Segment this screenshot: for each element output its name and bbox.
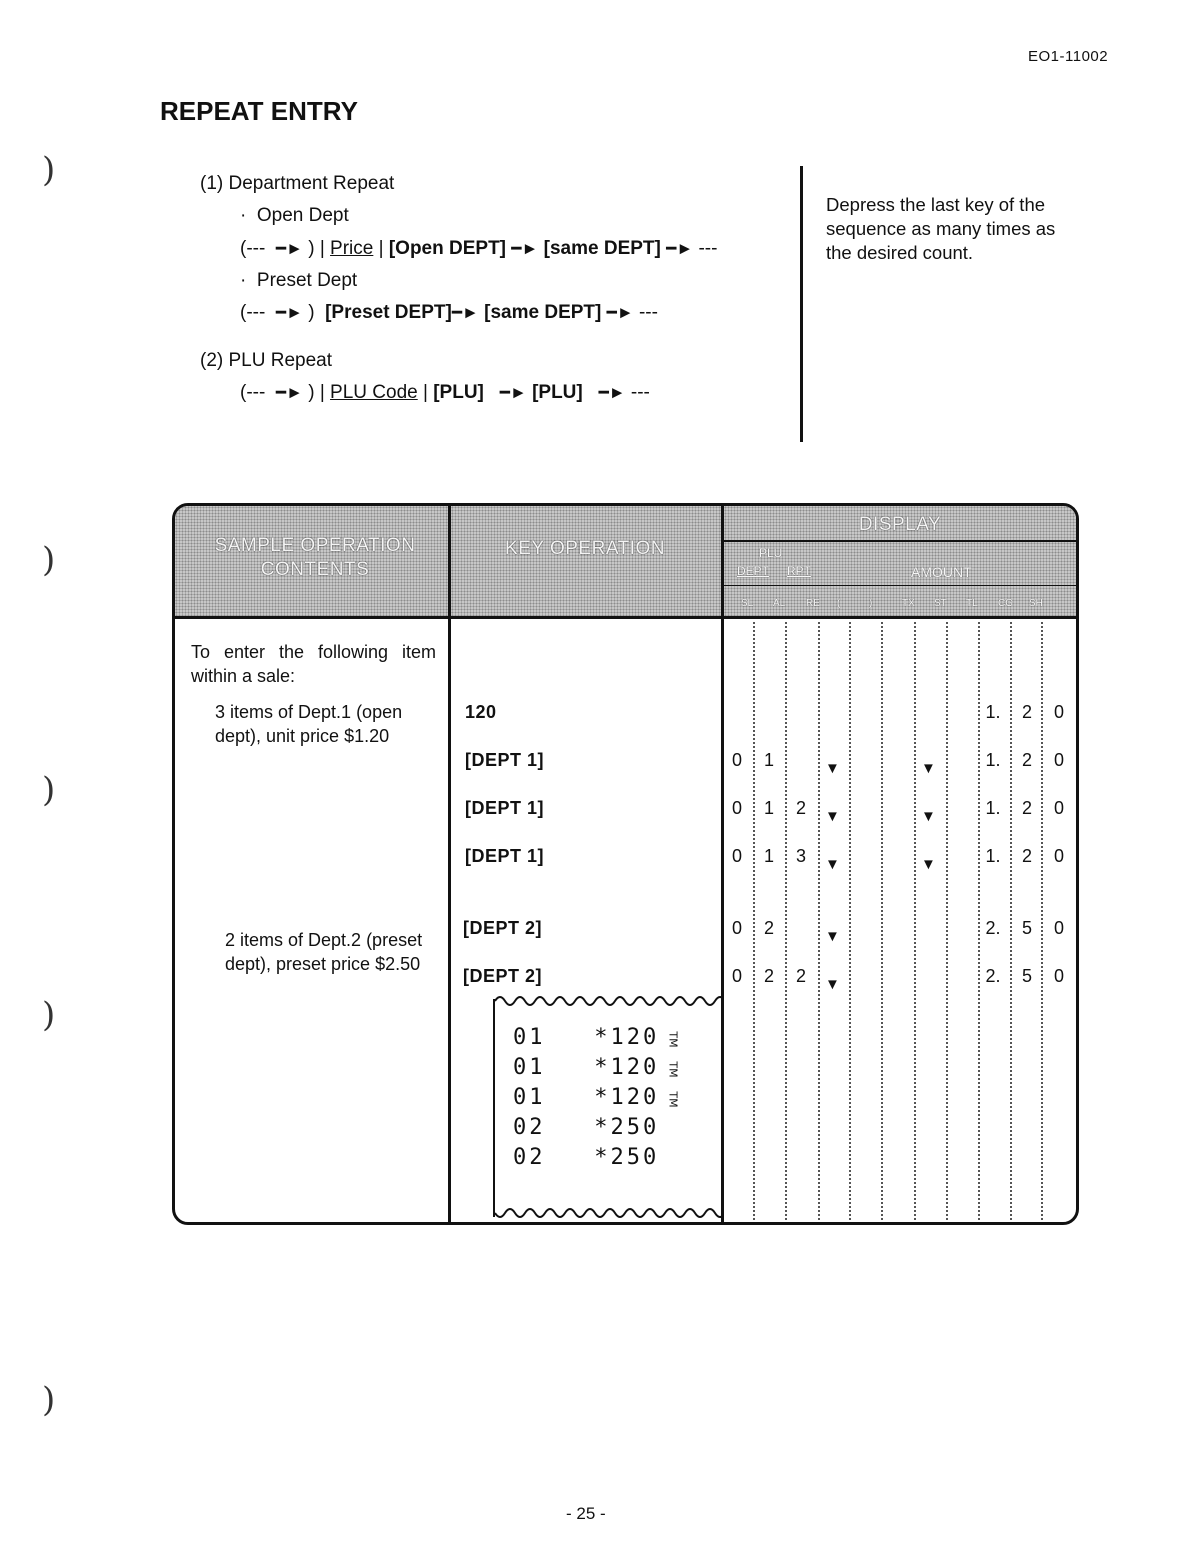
display-column-guide <box>785 622 787 1220</box>
display-digit: 0 <box>731 750 742 770</box>
display-amount-digit: 0 <box>1053 918 1064 938</box>
key-operation: [DEPT 2] <box>463 966 543 986</box>
sample-operation-table <box>172 503 1079 1225</box>
key-operation: [DEPT 1] <box>465 846 545 866</box>
arrow-icon: ━► <box>451 303 479 322</box>
indicator-label: SL <box>741 598 754 609</box>
arrow-icon: ━► <box>666 239 694 258</box>
receipt-dept: 02 <box>513 1145 546 1170</box>
display-amount-digit: 0 <box>1053 750 1064 770</box>
preset-dept-sequence: (--- ━► ) [Preset DEPT]━► [same DEPT] ━► --- <box>240 302 658 323</box>
receipt-printout <box>493 999 721 1217</box>
indicator-label: ) <box>869 598 873 609</box>
display-digit: 0 <box>731 798 742 818</box>
indicator-triangle-icon: ▼ <box>825 760 840 777</box>
key-operation: [DEPT 1] <box>465 750 545 770</box>
display-column-guide <box>849 622 851 1220</box>
indicator-triangle-icon: ▼ <box>825 928 840 945</box>
receipt-amount: *250 <box>594 1145 660 1170</box>
key-operation: 120 <box>465 702 497 722</box>
receipt-line <box>513 1085 659 1110</box>
receipt-line <box>513 1145 659 1170</box>
display-column-guide <box>946 622 948 1220</box>
receipt-tm-mark: TM <box>666 1061 680 1078</box>
display-amount-digit: 2 <box>1021 846 1032 866</box>
arrow-icon: ━► <box>275 303 303 322</box>
column-divider <box>448 506 451 1222</box>
description-dept2: 2 items of Dept.2 (preset dept), preset price $2.50 <box>225 930 423 974</box>
open-dept-label: · Open Dept <box>240 205 349 226</box>
display-digit: 1 <box>763 750 774 770</box>
amount-label: AMOUNT <box>911 564 972 580</box>
receipt-dept: 01 <box>513 1025 546 1050</box>
display-digit: 2 <box>763 966 774 986</box>
column-divider <box>721 506 724 1222</box>
dept-label: DEPT <box>737 564 770 578</box>
receipt-tm-mark: TM <box>666 1031 680 1048</box>
indicator-label: TX <box>902 598 915 609</box>
receipt-amount: *250 <box>594 1115 660 1140</box>
display-column-guide <box>818 622 820 1220</box>
receipt-amount: *120 <box>594 1025 660 1050</box>
document-id: EO1-11002 <box>1028 48 1109 65</box>
receipt-tm-mark: TM <box>666 1091 680 1108</box>
key-operation: [DEPT 1] <box>465 798 545 818</box>
binder-hole-mark: ) <box>42 540 56 580</box>
display-digit: 0 <box>731 918 742 938</box>
display-amount-digit: 2 <box>1021 702 1032 722</box>
binder-hole-mark: ) <box>42 150 56 190</box>
display-amount-digit: 5 <box>1021 918 1032 938</box>
display-amount-digit: 2. <box>985 966 1001 986</box>
arrow-icon: ━► <box>275 383 303 402</box>
display-digit: 3 <box>795 846 806 866</box>
receipt-amount: *120 <box>594 1055 660 1080</box>
display-digit: 2 <box>763 918 774 938</box>
open-dept-sequence: (--- ━► ) | Price | [Open DEPT] ━► [same DEPT] ━► --- <box>240 238 718 259</box>
description-dept1: 3 items of Dept.1 (open dept), unit price $1.20 <box>215 702 403 746</box>
receipt-line <box>513 1115 659 1140</box>
arrow-icon: ━► <box>511 239 539 258</box>
receipt-dept: 01 <box>513 1055 546 1080</box>
binder-hole-mark: ) <box>42 1380 56 1420</box>
dept-repeat-heading: (1) Department Repeat <box>200 173 395 194</box>
arrow-icon: ━► <box>598 383 626 402</box>
description-intro: To enter the following item within a sale: <box>191 642 436 686</box>
display-digit: 1 <box>763 798 774 818</box>
preset-dept-label: · Preset Dept <box>240 270 358 291</box>
indicator-triangle-icon: ▼ <box>825 808 840 825</box>
arrow-icon: ━► <box>499 383 527 402</box>
display-amount-digit: 0 <box>1053 966 1064 986</box>
display-column-guide <box>881 622 883 1220</box>
display-amount-digit: 2 <box>1021 798 1032 818</box>
display-amount-digit: 2 <box>1021 750 1032 770</box>
receipt-line <box>513 1025 659 1050</box>
indicator-label: SH <box>1029 598 1043 609</box>
page-title: REPEAT ENTRY <box>160 96 358 126</box>
display-column-guide <box>1041 622 1043 1220</box>
indicator-triangle-icon: ▼ <box>825 976 840 993</box>
receipt-dept: 02 <box>513 1115 546 1140</box>
indicator-label: ( <box>837 598 841 609</box>
display-amount-digit: 0 <box>1053 702 1064 722</box>
binder-hole-mark: ) <box>42 770 56 810</box>
plu-repeat-heading: (2) PLU Repeat <box>200 350 333 371</box>
receipt-torn-edge <box>495 1207 721 1221</box>
col-key-header: KEY OPERATION <box>505 538 665 559</box>
indicator-triangle-icon: ▼ <box>921 856 936 873</box>
indicator-triangle-icon: ▼ <box>921 808 936 825</box>
display-digit: 1 <box>763 846 774 866</box>
display-column-guide <box>753 622 755 1220</box>
receipt-line <box>513 1055 659 1080</box>
rpt-label: RPT <box>787 564 811 578</box>
display-amount-digit: 1. <box>985 846 1001 866</box>
receipt-dept: 01 <box>513 1085 546 1110</box>
receipt-amount: *120 <box>594 1085 660 1110</box>
display-digit: 2 <box>795 798 806 818</box>
display-column-guide <box>978 622 980 1220</box>
page-number: - 25 - <box>566 1504 606 1523</box>
display-amount-digit: 1. <box>985 702 1001 722</box>
display-digit: 2 <box>795 966 806 986</box>
display-amount-digit: 2. <box>985 918 1001 938</box>
display-column-guide <box>1010 622 1012 1220</box>
display-amount-digit: 0 <box>1053 846 1064 866</box>
col-sample-header: SAMPLE OPERATION CONTENTS <box>214 535 416 580</box>
indicator-label: RE <box>806 598 820 609</box>
repeat-note: Depress the last key of the sequence as many times as the desired count. <box>826 194 1056 263</box>
indicator-triangle-icon: ▼ <box>825 856 840 873</box>
display-amount-digit: 5 <box>1021 966 1032 986</box>
plu-label: PLU <box>759 546 783 560</box>
indicator-label: AL <box>773 598 786 609</box>
display-digit: 0 <box>731 966 742 986</box>
indicator-label: ST <box>934 598 947 609</box>
section-divider <box>800 166 803 442</box>
receipt-torn-edge <box>495 993 721 1007</box>
indicator-label: TL <box>966 598 978 609</box>
plu-sequence: (--- ━► ) | PLU Code | [PLU] ━► [PLU] ━► --- <box>240 382 650 403</box>
indicator-triangle-icon: ▼ <box>921 760 936 777</box>
display-amount-digit: 1. <box>985 798 1001 818</box>
key-operation: [DEPT 2] <box>463 918 543 938</box>
display-amount-digit: 1. <box>985 750 1001 770</box>
col-display-header: DISPLAY <box>858 514 942 535</box>
indicator-label: CG <box>998 598 1013 609</box>
arrow-icon: ━► <box>606 303 634 322</box>
header-rule <box>724 540 1076 542</box>
display-column-guide <box>914 622 916 1220</box>
arrow-icon: ━► <box>275 239 303 258</box>
binder-hole-mark: ) <box>42 995 56 1035</box>
display-amount-digit: 0 <box>1053 798 1064 818</box>
display-digit: 0 <box>731 846 742 866</box>
header-rule <box>724 585 1076 586</box>
